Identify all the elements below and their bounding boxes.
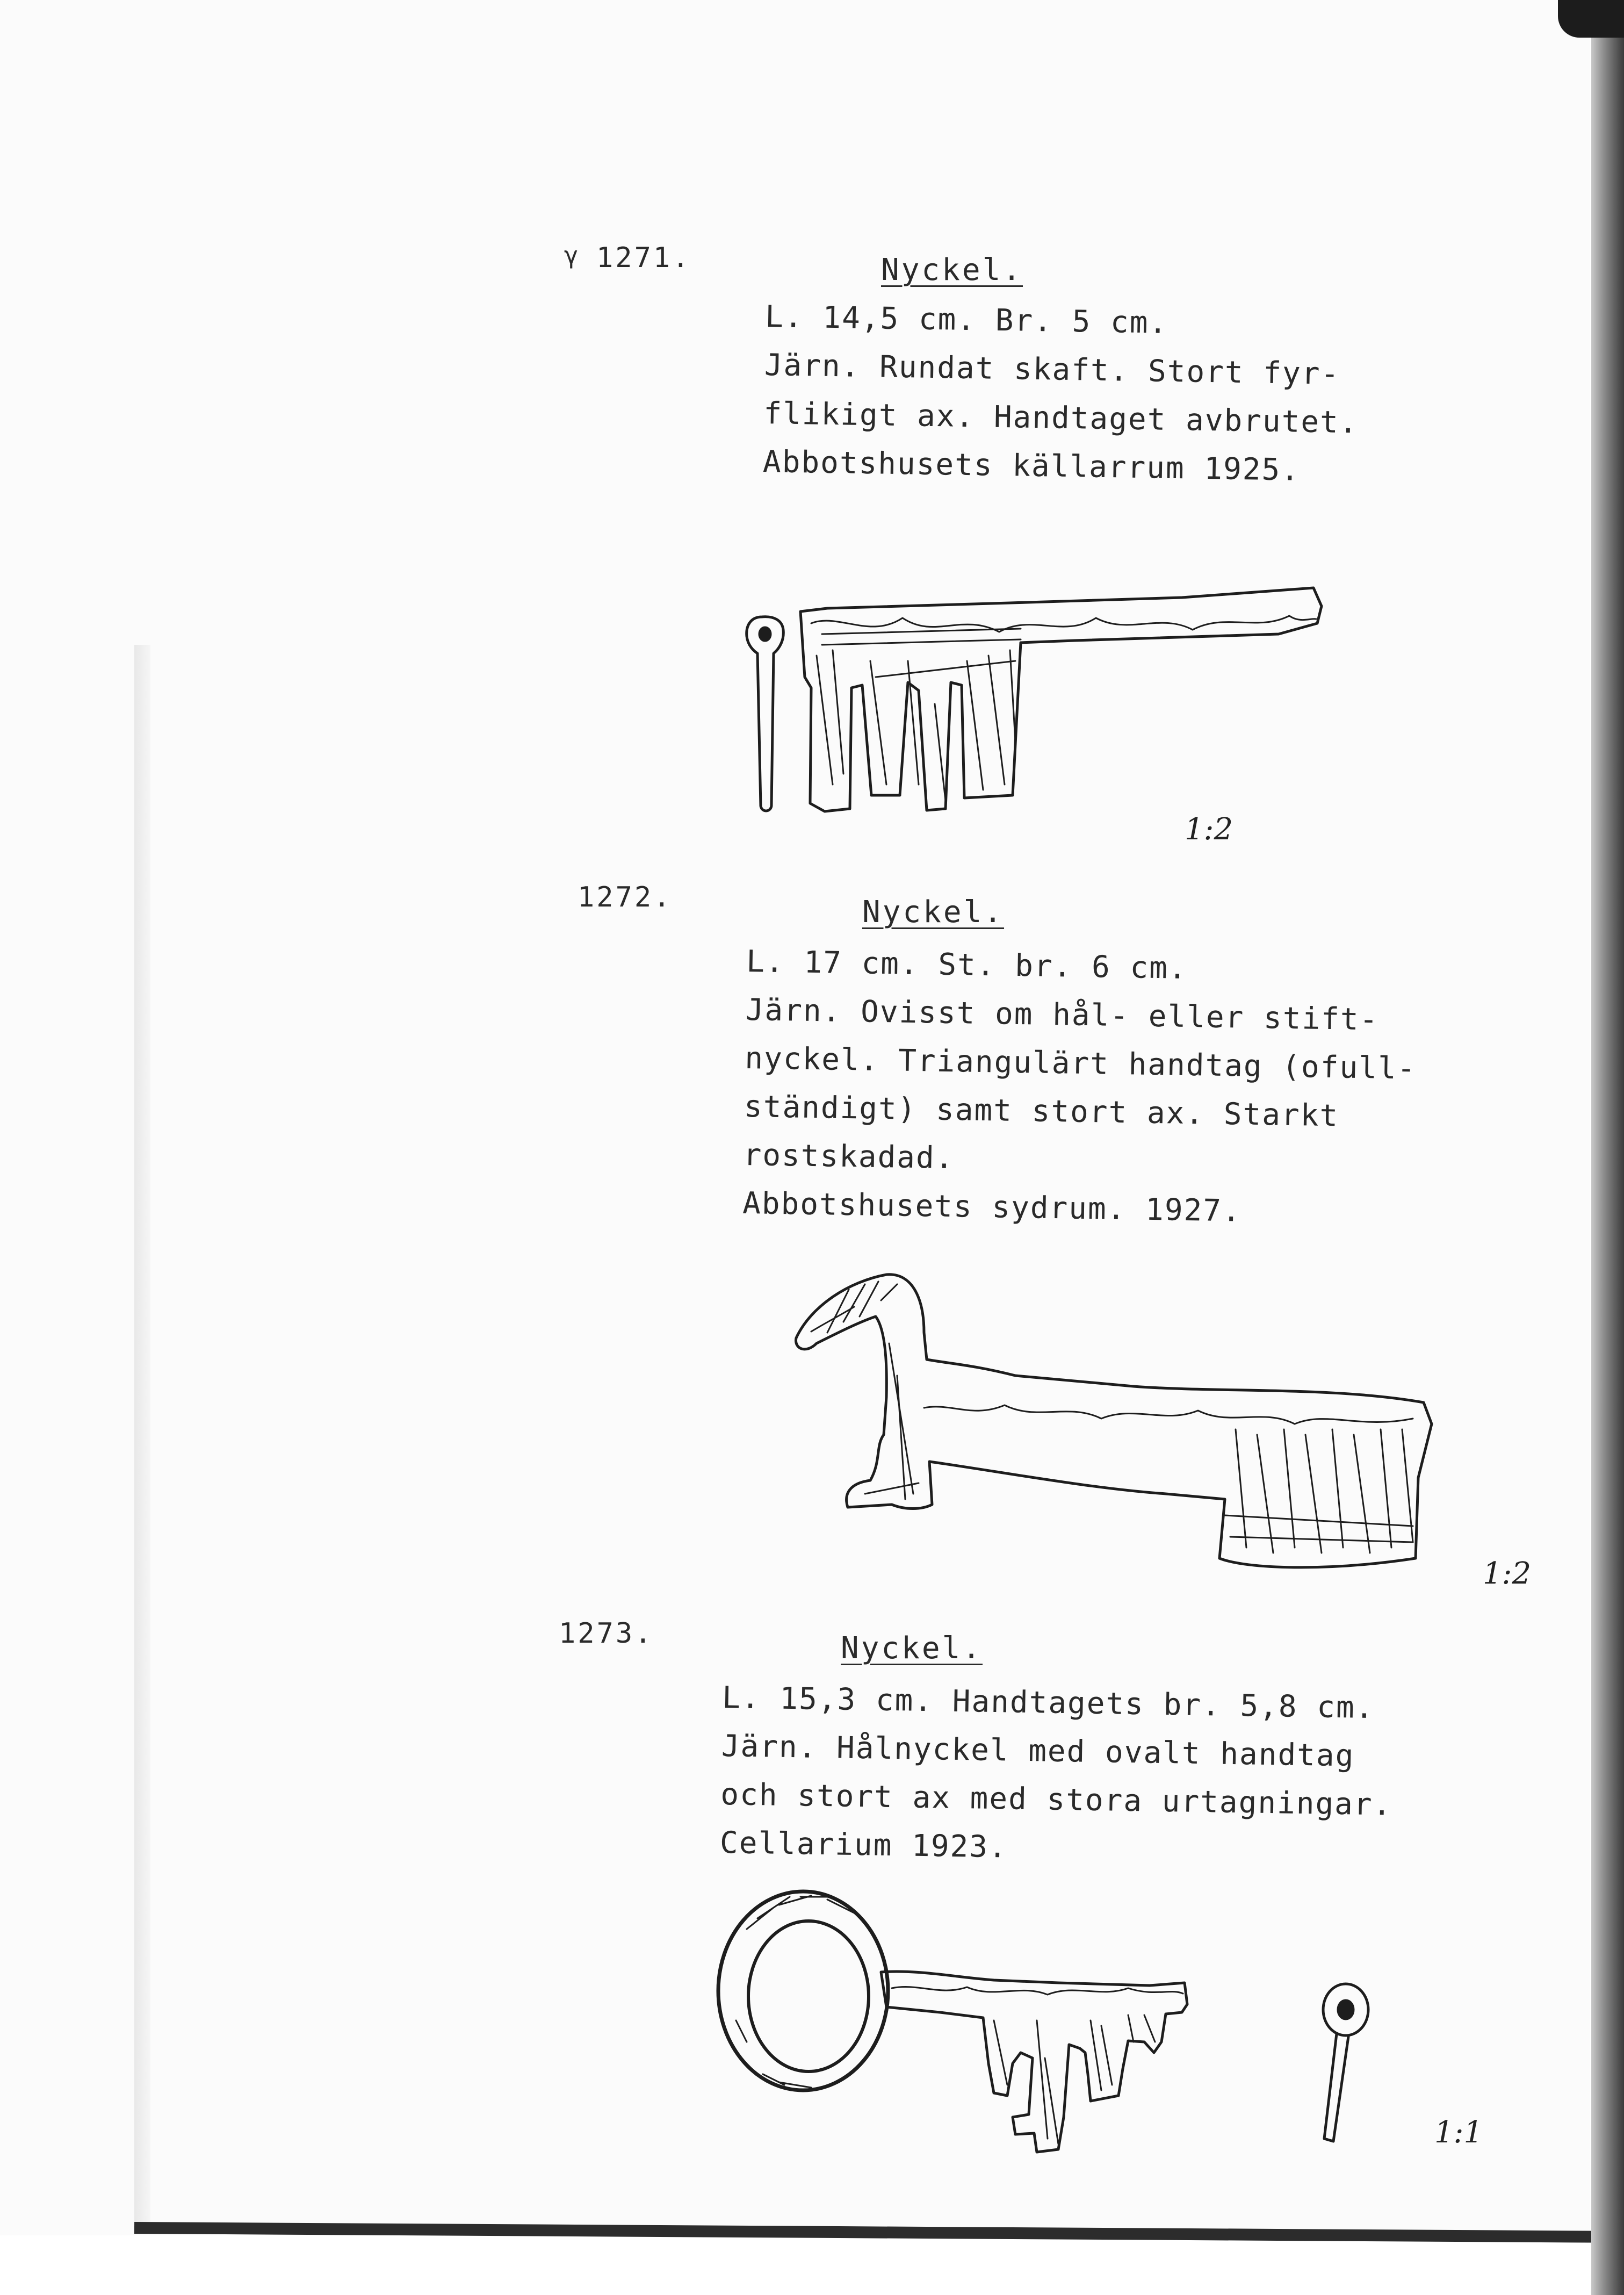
description-line: L. 14,5 cm. Br. 5 cm.: [764, 299, 1168, 341]
page-binding-shadow: [134, 645, 150, 2230]
description-line: Abbotshusets källarrum 1925.: [762, 444, 1301, 488]
description-line: Järn. Rundat skaft. Stort fyr-: [764, 347, 1340, 392]
description-line: Järn. Ovisst om hål- eller stift-: [745, 992, 1379, 1038]
corner-tab: [1558, 0, 1624, 38]
page-right-edge: [1591, 0, 1624, 2295]
key-drawing-1271: [731, 580, 1365, 833]
description-line: rostskadad.: [743, 1137, 955, 1176]
description-line: och stort ax med stora urtagningar.: [720, 1776, 1392, 1823]
entry-title: Nyckel.: [862, 895, 1005, 930]
entry-description: [719, 1674, 1394, 1878]
key-drawing-1273: [714, 1881, 1386, 2171]
description-line: Järn. Hålnyckel med ovalt handtag: [721, 1728, 1355, 1774]
scale-label: 1:1: [1434, 2115, 1483, 2150]
description-line: flikigt ax. Handtaget avbrutet.: [763, 395, 1359, 441]
entry-check-mark: γ: [564, 242, 581, 269]
description-line: L. 17 cm. St. br. 6 cm.: [746, 944, 1188, 986]
entry-number: 1272.: [578, 881, 673, 913]
scale-label: 1:2: [1185, 812, 1233, 847]
entry-title: Nyckel.: [841, 1631, 983, 1666]
description-line: Cellarium 1923.: [719, 1825, 1008, 1865]
entry-description: [742, 938, 1418, 1239]
entry-number: 1271.: [596, 242, 691, 274]
entry-number: 1273.: [559, 1617, 654, 1650]
entry-title: Nyckel.: [881, 253, 1023, 287]
description-line: nyckel. Triangulärt handtag (ofull-: [744, 1040, 1417, 1087]
scale-label: 1:2: [1483, 1556, 1532, 1591]
description-line: L. 15,3 cm. Handtagets br. 5,8 cm.: [721, 1680, 1375, 1726]
description-line: Abbotshusets sydrum. 1927.: [742, 1185, 1242, 1229]
description-line: ständigt) samt stort ax. Starkt: [744, 1089, 1339, 1134]
key-drawing-1272: [790, 1268, 1445, 1580]
entry-description: [762, 293, 1360, 495]
